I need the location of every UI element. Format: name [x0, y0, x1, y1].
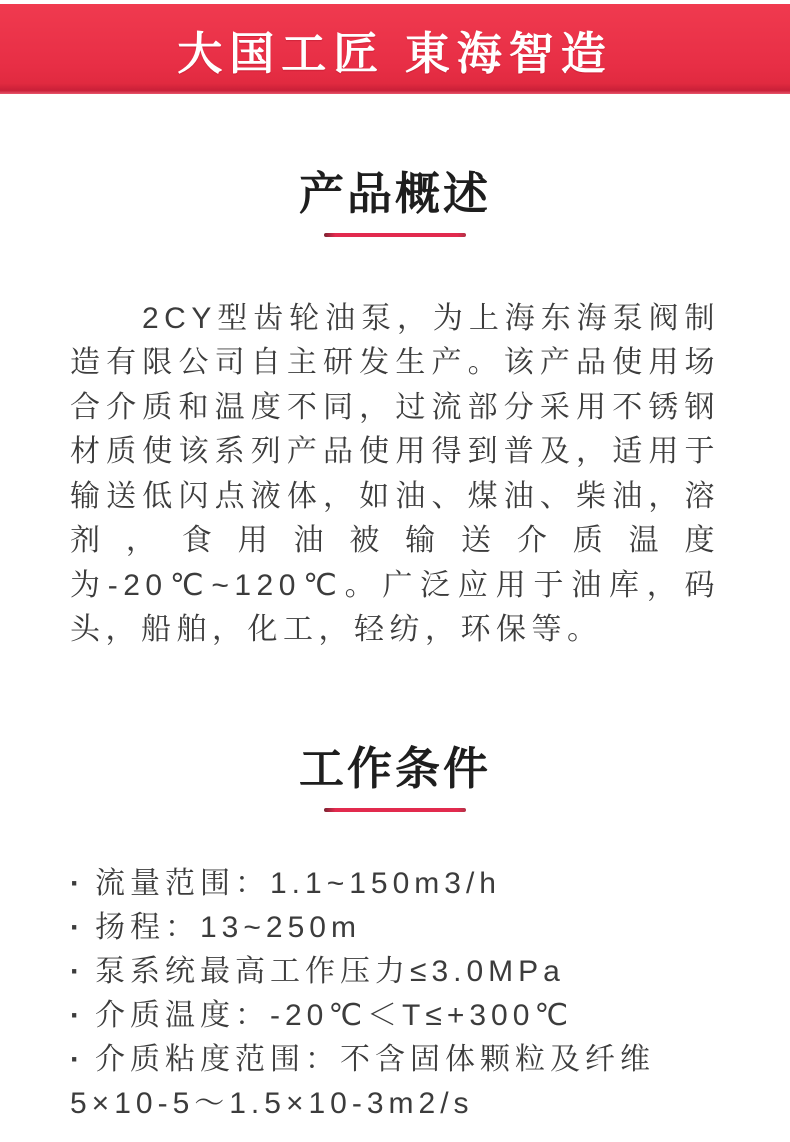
working-conditions-list — [70, 862, 720, 1126]
list-item-text: 介质粘度范围：不含固体颗粒及纤维5×10-5～1.5×10-3m2/s — [70, 1042, 655, 1120]
title-underline-decoration — [324, 233, 466, 237]
brand-banner-title: 大国工匠 東海智造 — [177, 27, 613, 79]
title-underline-decoration — [324, 808, 466, 812]
bullet-icon: · — [70, 998, 85, 1032]
list-item — [70, 862, 720, 906]
section-product-overview-header — [0, 168, 790, 237]
product-overview-paragraph: 2CY型齿轮油泵，为上海东海泵阀制造有限公司自主研发生产。该产品使用场合介质和温度不同，过流部分采用不锈钢材质使该系列产品使用得到普及，适用于输送低闪点液体，如油、煤油、柴油，溶剂，食用油被输送介质温度为-20℃~120℃。广泛应用于油库，码头，船舶，化工，轻纺，环保等。 — [70, 301, 720, 647]
section-title-product-overview: 产品概述 — [298, 168, 491, 219]
bullet-icon: · — [70, 866, 85, 900]
list-item — [70, 1038, 720, 1126]
section-title-working-conditions: 工作条件 — [298, 742, 491, 794]
list-item-text: 扬程：13~250m — [95, 910, 361, 944]
list-item-text: 流量范围：1.1~150m3/h — [95, 866, 501, 900]
bullet-icon: · — [70, 910, 85, 944]
list-item — [70, 994, 720, 1038]
list-item-text: 介质温度：-20℃＜T≤+300℃ — [95, 998, 574, 1032]
list-item — [70, 950, 720, 994]
list-item — [70, 906, 720, 950]
brand-banner — [0, 4, 790, 94]
bullet-icon: · — [70, 954, 85, 988]
list-item-text: 泵系统最高工作压力≤3.0MPa — [95, 954, 565, 988]
section-working-conditions-header — [0, 743, 790, 812]
bullet-icon: · — [70, 1042, 85, 1076]
